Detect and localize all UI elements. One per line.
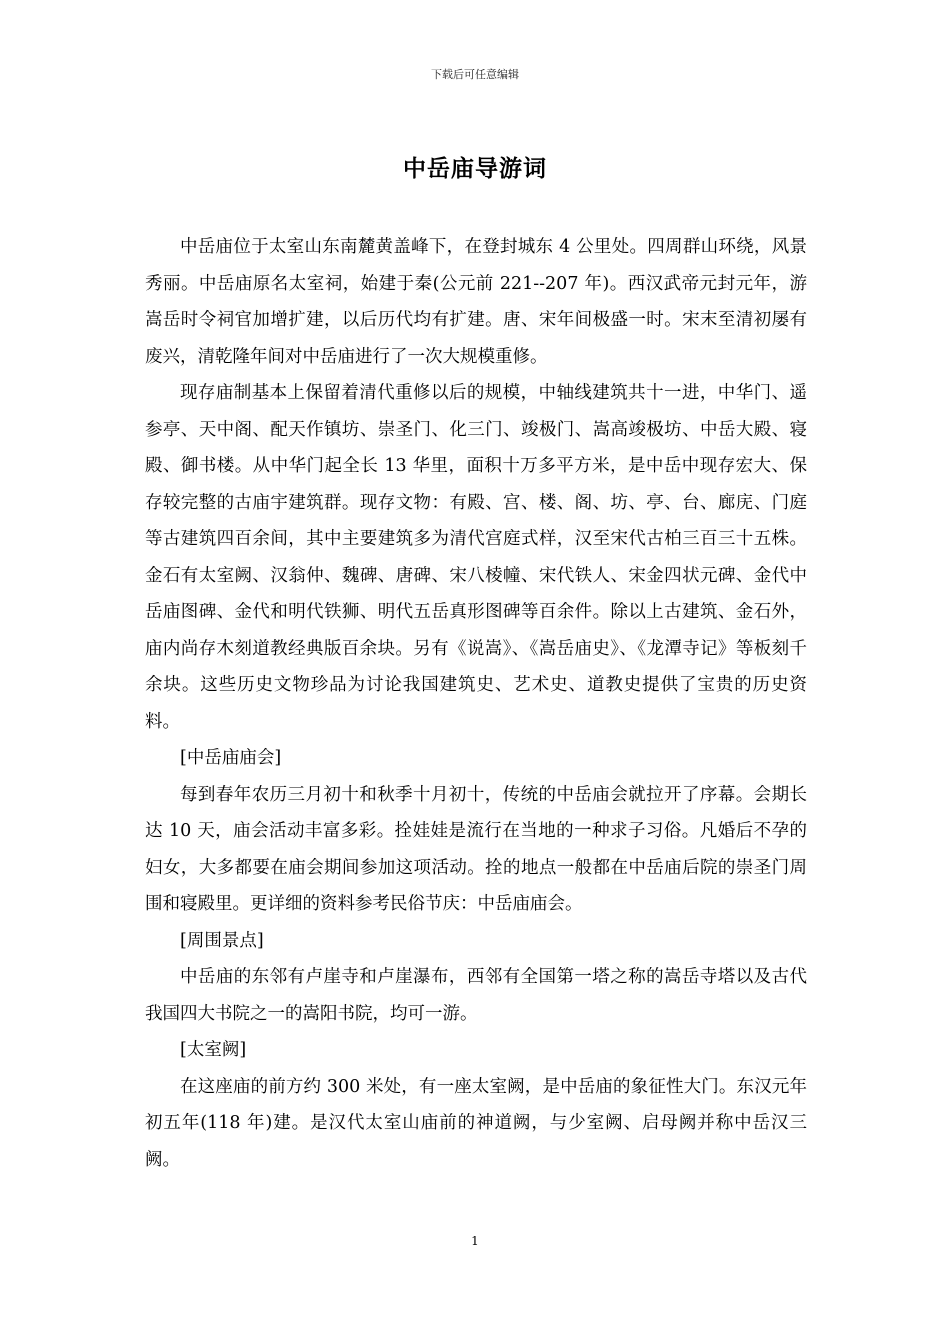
- paragraph-temple-fair: 每到春年农历三月初十和秋季十月初十，传统的中岳庙会就拉开了序幕。会期长达 10 天，庙会活动丰富多彩。拴娃娃是流行在当地的一种求子习俗。凡婚后不孕的妇女，大多都要在庙会期间参加这项活动。拴的地点一般都在中岳庙后院的崇圣门周围和寝殿里。更详细的资料参考民俗节庆：中岳庙庙会。: [145, 784, 807, 914]
- paragraph-surrounding-sights: 中岳庙的东邻有卢崖寺和卢崖瀑布，西邻有全国第一塔之称的嵩岳寺塔以及古代我国四大书院之一的嵩阳书院，均可一游。: [145, 967, 807, 1024]
- paragraph-current-layout: 现存庙制基本上保留着清代重修以后的规模，中轴线建筑共十一进，中华门、遥参亭、天中阁、配天作镇坊、崇圣门、化三门、竣极门、嵩高竣极坊、中岳大殿、寝殿、御书楼。从中华门起全长 13 华里，面积十万多平方米，是中岳中现存宏大、保存较完整的古庙宇建筑群。现存文物：有殿、宫、楼、阁、坊、亭、台、廊庑、门庭等古建筑四百余间，其中主要建筑多为清代宫庭式样，汉至宋代古柏三百三十五株。金石有太室阙、汉翁仲、魏碑、唐碑、宋八棱幢、宋代铁人、宋金四状元碑、金代中岳庙图碑、金代和明代铁狮、明代五岳真形图碑等百余件。除以上古建筑、金石外，庙内尚存木刻道教经典版百余块。另有《说嵩》、《嵩岳庙史》、《龙潭寺记》等板刻千余块。这些历史文物珍品为讨论我国建筑史、艺术史、道教史提供了宝贵的历史资料。: [145, 383, 807, 732]
- section-heading-temple-fair: [中岳庙庙会]: [180, 748, 282, 768]
- page-number: 1: [471, 1234, 479, 1248]
- page-header-note: 下载后可任意编辑: [431, 68, 519, 81]
- document-title: 中岳庙导游词: [403, 155, 547, 182]
- document-body: [145, 229, 807, 1178]
- section-heading-taishi-que: [太室阙]: [180, 1040, 247, 1060]
- section-heading-surrounding-sights: [周围景点]: [180, 930, 264, 951]
- paragraph-intro: 中岳庙位于太室山东南麓黄盖峰下，在登封城东 4 公里处。四周群山环绕，风景秀丽。中岳庙原名太室祠，始建于秦(公元前 221--207 年)。西汉武帝元封元年，游嵩岳时令祠官加增扩建，以后历代均有扩建。唐、宋年间极盛一时。宋末至清初屡有废兴，清乾隆年间对中岳庙进行了一次大规模重修。: [145, 237, 807, 367]
- paragraph-taishi-que: 在这座庙的前方约 300 米处，有一座太室阙，是中岳庙的象征性大门。东汉元年初五年(118 年)建。是汉代太室山庙前的神道阙，与少室阙、启母阙并称中岳汉三阙。: [145, 1076, 807, 1170]
